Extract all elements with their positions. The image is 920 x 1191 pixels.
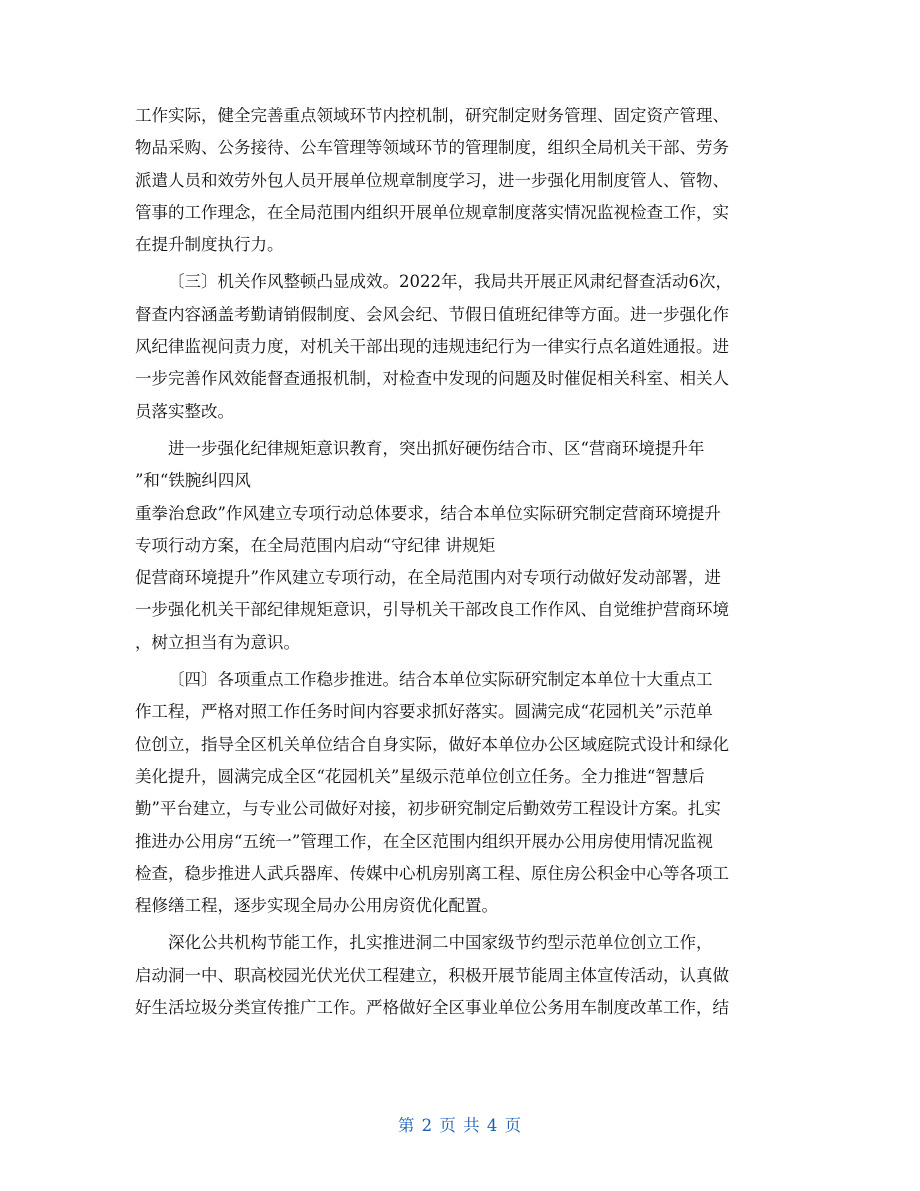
text-line: 派遣人员和效劳外包人员开展单位规章制度学习，进一步强化用制度管人、管物、 — [135, 170, 729, 190]
text-line: 好生活垃圾分类宣传推广工作。严格做好全区事业单位公务用车制度改革工作，结 — [135, 998, 729, 1018]
text-line: 启动洞一中、职高校园光伏光伏工程建立，积极开展节能周主体宣传活动，认真做 — [135, 965, 729, 985]
text-line: 程修缮工程，逐步实现全局办公用房资优化配置。 — [135, 896, 498, 916]
text-line: 〔三〕机关作风整顿凸显成效。2022年，我局共开展正风肃纪督查活动6次， — [168, 272, 732, 292]
text-line: 作工程，严格对照工作任务时间内容要求抓好落实。圆满完成“花园机关”示范单 — [135, 702, 713, 722]
text-line: 在提升制度执行力。 — [135, 235, 284, 255]
text-line: 重拳治怠政”作风建立专项行动总体要求，结合本单位实际研究制定营商环境提升 — [135, 503, 721, 523]
text-line: 专项行动方案，在全局范围内启动“守纪律 讲规矩 — [135, 535, 496, 555]
text-line: ”和“铁腕纠四风 — [135, 471, 251, 491]
page-number-footer: 第 2 页 共 4 页 — [397, 1116, 523, 1135]
text-line: 美化提升，圆满完成全区“花园机关”星级示范单位创立任务。全力推进“智慧后 — [135, 766, 705, 786]
text-line: 深化公共机构节能工作，扎实推进洞二中国家级节约型示范单位创立工作， — [168, 933, 713, 953]
text-line: 工作实际，健全完善重点领域环节内控机制，研究制定财务管理、固定资产管理、 — [135, 106, 729, 125]
paragraph-2 — [135, 266, 787, 427]
text-line: 促营商环境提升”作风建立专项行动，在全局范围内对专项行动做好发动部署，进 — [135, 568, 721, 588]
paragraph-1 — [135, 100, 787, 261]
text-line: 推进办公用房“五统一”管理工作，在全区范围内组织开展办公用房使用情况监视 — [135, 831, 713, 851]
text-line: 〔四〕各项重点工作稳步推进。结合本单位实际研究制定本单位十大重点工 — [168, 670, 713, 690]
text-line: 勤”平台建立，与专业公司做好对接，初步研究制定后勤效劳工程设计方案。扎实 — [135, 799, 721, 819]
text-line: 管事的工作理念，在全局范围内组织开展单位规章制度落实情况监视检查工作，实 — [135, 202, 729, 222]
text-line: 进一步强化纪律规矩意识教育，突出抓好硬伤结合市、区“营商环境提升年 — [168, 438, 705, 458]
text-line: 风纪律监视问责力度，对机关干部出现的违规违纪行为一律实行点名道姓通报。进 — [135, 337, 729, 357]
paragraph-5 — [135, 927, 787, 1024]
text-line: 位创立，指导全区机关单位结合自身实际，做好本单位办公区域庭院式设计和绿化 — [135, 734, 729, 754]
text-line: 一步强化机关干部纪律规矩意识，引导机关干部改良工作作风、自觉维护营商环境 — [135, 600, 729, 620]
paragraph-4 — [135, 664, 787, 922]
paragraph-3 — [135, 433, 787, 659]
document-body — [135, 100, 787, 1029]
text-line: 检查，稳步推进人武兵器库、传媒中心机房别离工程、原住房公积金中心等各项工 — [135, 863, 729, 883]
text-line: ，树立担当有为意识。 — [135, 632, 300, 652]
text-line: 督查内容涵盖考勤请销假制度、会风会纪、节假日值班纪律等方面。进一步强化作 — [135, 304, 729, 324]
text-line: 一步完善作风效能督查通报机制，对检查中发现的问题及时催促相关科室、相关人 — [135, 369, 729, 389]
text-line: 物品采购、公务接待、公车管理等领域环节的管理制度，组织全局机关干部、劳务 — [135, 138, 729, 158]
text-line: 员落实整改。 — [135, 401, 234, 421]
